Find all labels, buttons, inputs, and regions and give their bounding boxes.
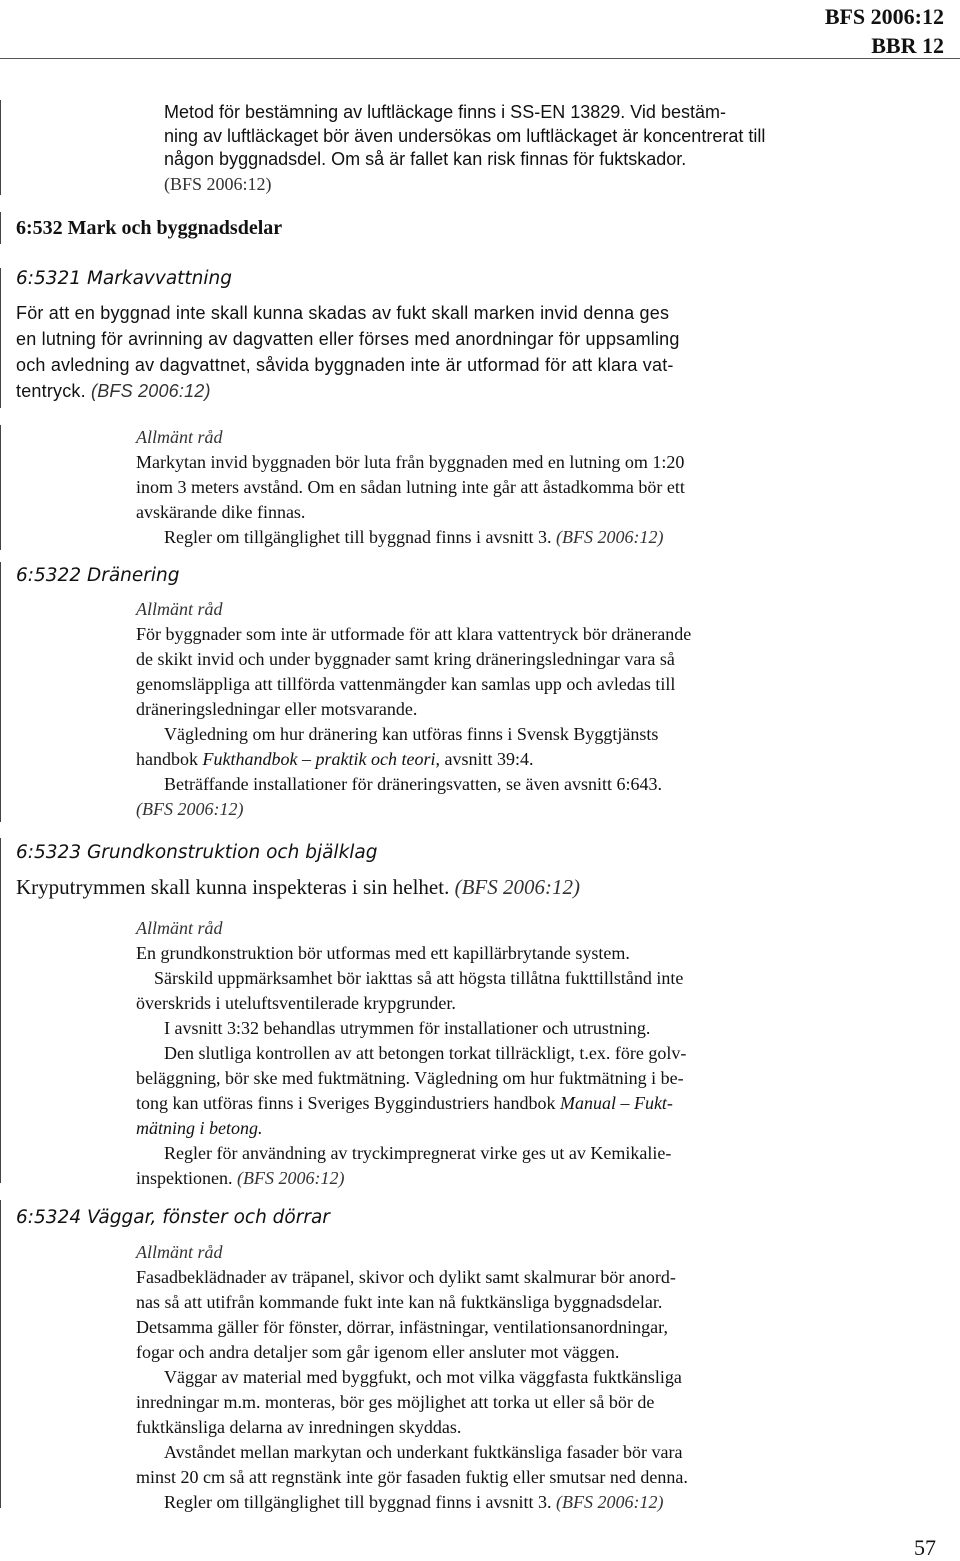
advice-label: Allmänt råd [136,918,223,938]
change-bar [0,838,1,1183]
text-line: inredningar m.m. monteras, bör ges möjlighet att torka ut eller så bör de [136,1392,655,1412]
section-heading-6-5323: 6:5323 Grundkonstruktion och bjälklag [16,842,378,863]
bfs-reference: (BFS 2006:12) [555,1492,664,1512]
text-line: handbok Fukthandbok – praktik och teori, avsnitt 39:4. [136,749,534,769]
text-line: Särskild uppmärksamhet bör iakttas så att högsta tillåtna fukttillstånd inte [154,968,684,988]
text-line: de skikt invid och under byggnader samt kring dräneringsledningar vara så [136,649,675,669]
change-bar [0,1200,1,1508]
text-line: genomsläppliga att tillförda vattenmängder kan samlas upp och avledas till [136,674,676,694]
grundkonstruktion-advice [136,916,686,1191]
text-line: någon byggnadsdel. Om så är fallet kan risk finnas för fuktskador. [164,149,687,169]
bfs-reference: (BFS 2006:12) [454,875,580,899]
handbook-title: Manual – Fukt- [559,1093,673,1113]
text-line: Den slutliga kontrollen av att betongen torkat tillräckligt, t.ex. före golv- [164,1043,687,1063]
dranering-advice [136,597,691,822]
markavvattning-text [16,300,680,404]
advice-label: Allmänt råd [136,599,223,619]
header-bfs: BFS 2006:12 [824,4,944,29]
text-line: tentryck. (BFS 2006:12) [16,381,211,401]
text-line: Avståndet mellan markytan och underkant fuktkänsliga fasader bör vara [164,1442,683,1462]
text-line: dräneringsledningar eller motsvarande. [136,699,418,719]
bfs-reference: (BFS 2006:12) [136,799,244,819]
text-line: fogar och andra detaljer som går igenom eller ansluter mot väggen. [136,1342,620,1362]
text-line: fuktkänsliga delarna av inredningen skyddas. [136,1417,462,1437]
page-number: 57 [914,1535,936,1560]
text-line: nas så att utifrån kommande fukt inte kan nå fuktkänsliga byggnadsdelar. [136,1292,663,1312]
text-line: inom 3 meters avstånd. Om en sådan lutning inte går att åstadkomma bör ett [136,477,685,497]
bfs-reference: (BFS 2006:12) [555,527,664,547]
handbook-title: mätning i betong. [136,1118,263,1138]
text-line: Vägledning om hur dränering kan utföras finns i Svensk Byggtjänsts [164,724,659,744]
document-header [825,2,944,60]
intro-reference: (BFS 2006:12) [164,174,272,194]
text-line: Beträffande installationer för dräneringsvatten, se även avsnitt 6:643. [164,774,663,794]
text-line: och avledning av dagvattnet, såvida byggnaden inte är utformad för att klara vat- [16,355,674,375]
markavvattning-advice [136,425,685,550]
advice-label: Allmänt råd [136,1242,223,1262]
text-line: För byggnader som inte är utformade för att klara vattentryck bör dränerande [136,624,692,644]
text-line: En grundkonstruktion bör utformas med ett kapillärbrytande system. [136,943,630,963]
text-line: tong kan utföras finns i Sveriges Byggindustriers handbok Manual – Fukt- [136,1093,673,1113]
text-line: I avsnitt 3:32 behandlas utrymmen för installationer och utrustning. [164,1018,651,1038]
section-heading-6-5322: 6:5322 Dränering [16,565,180,586]
text-line: Regler om tillgänglighet till byggnad finns i avsnitt 3. (BFS 2006:12) [164,1492,664,1512]
intro-paragraph [164,101,765,172]
advice-label: Allmänt råd [136,427,223,447]
change-bar [0,100,1,195]
text-line: Metod för bestämning av luftläckage finns i SS-EN 13829. Vid bestäm- [164,102,726,122]
section-heading-6-5324: 6:5324 Väggar, fönster och dörrar [16,1207,330,1228]
text-line: För att en byggnad inte skall kunna skadas av fukt skall marken invid denna ges [16,303,670,323]
header-rule [0,58,960,59]
change-bar [0,212,1,244]
bfs-reference: (BFS 2006:12) [237,1168,345,1188]
handbook-title: Fukthandbok – praktik och teori [202,749,436,769]
text-line: Detsamma gäller för fönster, dörrar, infästningar, ventilationsanordningar, [136,1317,668,1337]
text-line: Markytan invid byggnaden bör luta från byggnaden med en lutning om 1:20 [136,452,685,472]
change-bar [0,562,1,822]
change-bar [0,268,1,408]
section-heading-6-532: 6:532 Mark och byggnadsdelar [16,217,283,239]
text-line: Väggar av material med byggfukt, och mot vilka väggfasta fuktkänsliga [164,1367,682,1387]
text-line: beläggning, bör ske med fuktmätning. Vägledning om hur fuktmätning i be- [136,1068,684,1088]
text-line: en lutning för avrinning av dagvatten eller förses med anordningar för uppsamling [16,329,680,349]
vaggar-advice [136,1240,688,1515]
change-bar [0,425,1,550]
text-line: överskrids i uteluftsventilerade krypgrunder. [136,993,456,1013]
grundkonstruktion-text: Kryputrymmen skall kunna inspekteras i sin helhet. (BFS 2006:12) [16,875,580,899]
text-line: inspektionen. (BFS 2006:12) [136,1168,345,1188]
text-line: minst 20 cm så att regnstänk inte gör fasaden fuktig eller smutsar ned denna. [136,1467,688,1487]
text-line: Fasadbeklädnader av träpanel, skivor och dylikt samt skalmurar bör anord- [136,1267,676,1287]
header-bbr: BBR 12 [871,33,944,58]
text-line: avskärande dike finnas. [136,502,306,522]
text-line: Regler för användning av tryckimpregnerat virke ges ut av Kemikalie- [164,1143,672,1163]
bfs-reference: (BFS 2006:12) [91,381,211,401]
text-line: Regler om tillgänglighet till byggnad finns i avsnitt 3. (BFS 2006:12) [164,527,664,547]
text-line: ning av luftläckaget bör även undersökas om luftläckaget är koncentrerat till [164,125,766,146]
section-heading-6-5321: 6:5321 Markavvattning [16,268,232,289]
